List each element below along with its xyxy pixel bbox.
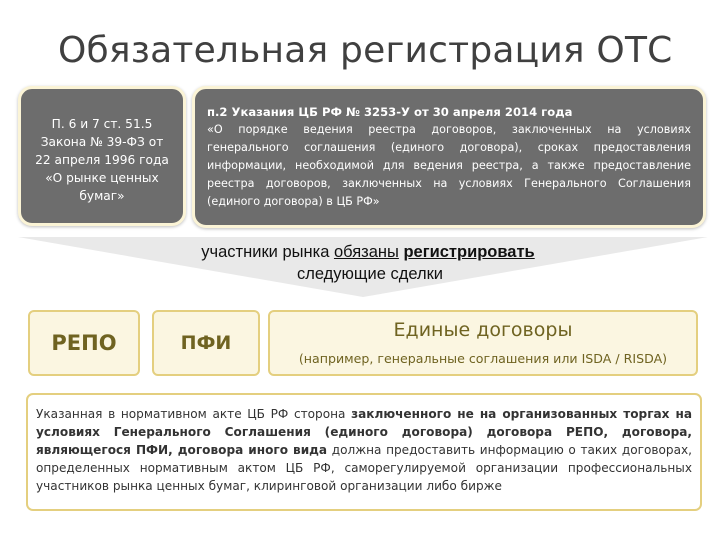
page-title: Обязательная регистрация ОТС <box>58 30 673 71</box>
unified-contracts-box <box>268 310 698 376</box>
law-reference-line: П. 6 и 7 ст. 51.5 <box>51 117 153 131</box>
obligation-text: участники рынка <box>201 243 334 261</box>
requirement-text-2: должна предоставить информацию о таких договорах, определенных нормативным актом ЦБ РФ, саморегулируемой организации профессиональных участников рынка ценных бумаг, клиринговой организации либо бирже <box>36 443 692 493</box>
obligation-line-2: следующие сделки <box>296 265 444 283</box>
unified-contracts-title: Единые договоры <box>393 318 573 341</box>
law-reference-line: бумаг» <box>79 189 125 203</box>
obligated-word: обязаны <box>333 243 399 261</box>
repo-box: РЕПО <box>28 310 140 376</box>
requirement-text-1: Указанная в нормативном акте ЦБ РФ сторона <box>36 407 352 421</box>
obligation-line <box>8 243 720 262</box>
cb-directive-panel <box>192 86 706 228</box>
unified-contracts-example: (например, генеральные соглашения или ISDA / RISDA) <box>298 350 668 366</box>
law-reference-line: 22 апреля 1996 года <box>35 153 169 167</box>
law-reference-line: «О рынке ценных <box>45 171 159 185</box>
reporting-requirement-text <box>26 393 702 511</box>
law-reference-panel <box>18 86 186 226</box>
cb-directive-body: «О порядке ведения реестра договоров, заключенных на условиях генерального соглашения (единого договора), сроках предоставления информации, необходимой для ведения реестра, а также предоставление реестра договоров, заключенных на условиях Генерального Соглашения (единого договора) в ЦБ РФ» <box>207 123 691 208</box>
pfi-box: ПФИ <box>152 310 260 376</box>
register-word: регистрировать <box>403 243 535 261</box>
requirement-text-bold: заключенного не на организованных торгах на условиях Генерального Соглашения (единого договора) договора РЕПО, договора, являющегося ПФИ, договора иного вида <box>36 407 692 457</box>
law-reference-line: Закона № 39-ФЗ от <box>40 135 164 149</box>
cb-directive-heading: п.2 Указания ЦБ РФ № 3253-У от 30 апреля 2014 года <box>207 105 573 119</box>
